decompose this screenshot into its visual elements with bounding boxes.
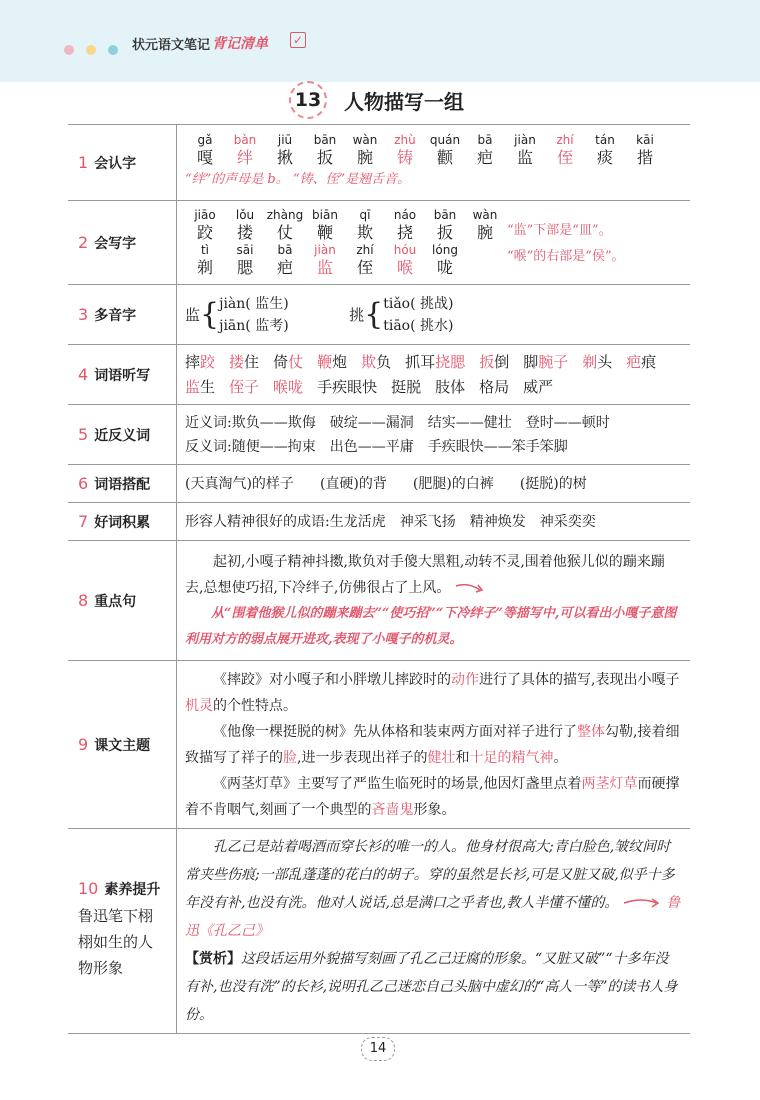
row-write [68,201,690,285]
pinyin: jiāo [194,207,216,222]
dictation-word: 鞭炮 [317,352,348,371]
collocation-item: (天真淘气)的样子 [185,475,294,492]
pinyin: sāi [236,242,254,257]
pinyin: wàn [472,207,498,222]
write-note-2: “喉”的右部是“侯”。 [507,249,625,264]
dictation-word: 剃头 [582,352,613,371]
character: 揩 [636,148,653,167]
character: 咙 [436,257,453,277]
excerpt: 孔乙己是站着喝酒而穿长衫的唯一的人。他身材很高大;青白脸色,皱纹间时常夹些伤痕;一部乱蓬蓬的花白的胡子。穿的虽然是长衫,可是又脏又破,似乎十多年没有补,也没有洗。他对人说话,总是满口之乎者也,教人半懂不懂的。 鲁迅《孔乙己》 [185,839,681,939]
reading: tiāo( 挑水) [383,317,454,334]
checkmark-icon: ✓ [290,32,306,48]
write-content [177,201,691,285]
dictation-word: 疤痕 [626,352,657,371]
character: 痰 [596,148,613,167]
row-label: 8 重点句 [68,541,177,661]
pinyin: biān [312,207,338,222]
collocation-item: (挺脱)的树 [519,475,587,492]
good-words-content: 形容人精神很好的成语:生龙活虎 神采飞扬 精神焕发 神采奕奕 [177,503,691,541]
pinyin: bān [313,133,337,147]
collocation-item: (直硬)的背 [319,475,387,492]
theme-paragraph: 《两茎灯草》主要写了严监生临死时的场景,他因灯盏里点着两茎灯草而硬撑着不肯咽气,刻画了一个典型的吝啬鬼形象。 [185,775,680,818]
pinyin: wàn [352,133,378,147]
character: 跤 [196,222,213,242]
row-label: 1 会认字 [68,125,177,201]
pinyin: hóu [393,242,417,257]
dictation-word: 摔跤 [185,352,216,371]
dictation-word: 格局 [479,377,510,396]
character: 监 [516,148,533,167]
theme-paragraph: 《他像一棵挺脱的树》先从体格和装束两方面对祥子进行了整体勾勒,接着细致描写了祥子的脸,进一步表现出祥子的健壮和十足的精气神。 [185,723,680,766]
dictation-word: 脚腕子 [523,352,569,371]
lesson-title: 人物描写一组 [344,90,464,114]
pinyin: bā [477,133,493,147]
character: 监 [316,257,333,277]
character: 腕 [476,222,493,242]
row-dictation [68,345,690,405]
row-label: 7 好词积累 [68,503,177,541]
character: 扳 [436,222,453,242]
character: 疤 [476,148,493,167]
character: 喉 [396,257,413,277]
dictation-word: 威严 [523,377,554,396]
arrow-icon [622,897,662,909]
pinyin: qī [359,207,371,222]
analysis-label: 【赏析】 [185,951,241,967]
dictation-word: 抓耳挠腮 [405,352,466,371]
dictation-word: 肢体 [435,377,466,396]
write-note-1: “监”下部是“皿”。 [507,223,612,238]
reading: tiǎo( 挑战) [383,295,454,312]
row-label: 4 词语听写 [68,345,177,405]
pinyin: zhí [356,242,374,257]
reading: jiàn( 监生) [219,295,289,312]
pinyin: zhí [556,133,574,147]
polyphone-content [177,285,691,345]
dictation-word: 手疾眼快 [317,377,378,396]
character: 剃 [196,257,213,277]
character: 仗 [276,222,293,242]
pinyin: tán [595,133,615,147]
character: 扳 [316,148,333,167]
dictation-word: 挺脱 [391,377,422,396]
pinyin: lóng [432,242,458,257]
pinyin: jiū [277,133,293,147]
pinyin: bàn [233,133,257,147]
character: 揪 [276,148,293,167]
key-sentence-analysis: 从“围着他猴儿似的蹦来蹦去”“使巧招”“下冷绊子”等描写中,可以看出小嘎子意图利用对方的弱点展开进攻,表现了小嘎子的机灵。 [185,605,677,647]
recognize-content [177,125,691,201]
row-label: 3 多音字 [68,285,177,345]
pink-dot [64,45,74,55]
pinyin: zhù [394,133,416,147]
page-number: 14 [361,1037,395,1061]
theme-content [177,661,691,829]
polyphone-char: 挑 [349,305,365,324]
pinyin: jiàn [314,242,336,257]
row-polyphone [68,285,690,345]
character: 侄 [556,148,573,167]
row-collocation [68,465,690,503]
character: 挠 [396,222,413,242]
arrow-icon [454,582,486,594]
key-sentence-content [177,541,691,661]
teal-dot [108,45,118,55]
pinyin: lǒu [235,207,255,222]
lesson-header [0,80,760,120]
excerpt-source: 鲁迅《孔乙己》 [185,895,681,939]
pinyin: jiàn [514,133,536,147]
character: 颧 [436,148,453,167]
pinyin: tì [200,242,210,257]
header-bar [0,0,760,82]
literacy-subtitle: 鲁迅笔下栩栩如生的人物形象 [78,907,154,977]
yellow-dot [86,45,96,55]
character: 鞭 [316,222,333,242]
synonyms-line: 近义词:欺负——欺侮 破绽——漏洞 结实——健壮 登时——顿时 [185,414,610,431]
character: 疤 [276,257,293,277]
character: 铸 [396,148,413,167]
dictation-word: 搂住 [229,352,260,371]
row-label: 6 词语搭配 [68,465,177,503]
row-label: 9 课文主题 [68,661,177,829]
dictation-word: 欺负 [361,352,392,371]
series-name: 背记清单 [212,36,268,52]
dictation-word: 扳倒 [479,352,510,371]
pinyin: náo [393,207,417,222]
collocation-content [177,465,691,503]
character: 嘎 [196,148,213,167]
pinyin: kāi [636,133,654,147]
pinyin: bā [277,242,293,257]
key-sentence: 起初,小嘎子精神抖擞,欺负对手傻大黑粗,动转不灵,围着他猴儿似的蹦来蹦去,总想使巧招,下冷绊子,仿佛很占了上风。 [185,553,665,596]
brand-name: 状元语文笔记 [132,38,211,53]
dictation-word: 喉咙 [273,377,304,396]
recognize-note: “绊”的声母是 b。 “铸、侄”是翘舌音。 [185,172,411,187]
notes-table [68,124,690,1034]
collocation-item: (肥腿)的白裤 [412,475,494,492]
synonyms-content [177,405,691,465]
character: 腕 [356,148,373,167]
brace: { [364,296,384,332]
dictation-word: 倚仗 [273,352,304,371]
polyphone-char: 监 [185,305,201,324]
character: 侄 [356,257,373,277]
antonyms-line: 反义词:随便——拘束 出色——平庸 手疾眼快——笨手笨脚 [185,438,568,455]
character: 绊 [236,148,253,167]
literacy-content [177,829,691,1034]
row-literacy [68,829,690,1034]
pinyin: quán [429,133,461,147]
lesson-number: 13 [289,81,327,119]
row-recognize [68,125,690,201]
dictation-word: 侄子 [229,377,260,396]
reading: jiān( 监考) [219,317,289,334]
row-good-words [68,503,690,541]
dictation-word: 监生 [185,377,216,396]
theme-paragraph: 《摔跤》对小嘎子和小胖墩儿摔跤时的动作进行了具体的描写,表现出小嘎子机灵的个性特点。 [185,671,680,714]
analysis: 【赏析】这段话运用外貌描写刻画了孔乙己迂腐的形象。“又脏又破”“十多年没有补,也没有洗”的长衫,说明孔乙己迷恋自己头脑中虚幻的“高人一等”的读书人身份。 [185,951,678,1023]
character: 腮 [236,257,253,277]
character: 欺 [356,222,373,242]
character: 搂 [236,222,253,242]
pinyin: gǎ [197,133,213,147]
row-synonyms [68,405,690,465]
row-label: 5 近反义词 [68,405,177,465]
dictation-content [177,345,691,405]
row-key-sentence [68,541,690,661]
pinyin: bān [433,207,457,222]
brace: { [200,296,220,332]
row-theme [68,661,690,829]
header-dots [64,40,130,59]
pinyin: zhàng [266,207,304,222]
row-label: 2 会写字 [68,201,177,285]
row-label: 10 素养提升 鲁迅笔下栩栩如生的人物形象 [68,829,177,1034]
